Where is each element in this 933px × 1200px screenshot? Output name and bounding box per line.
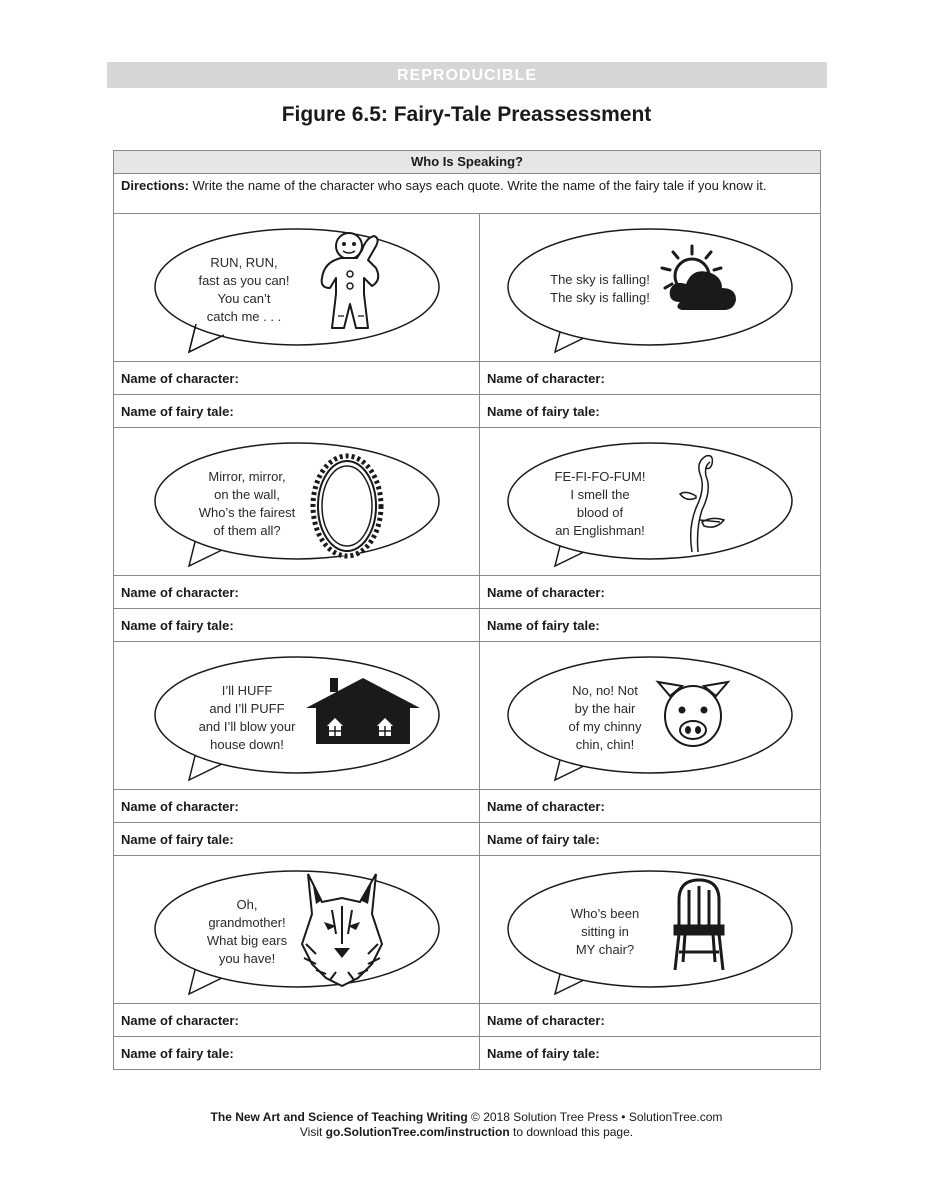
quote-text: No, no! Not by the hair of my chinny chin, chin! [568, 683, 642, 752]
name-of-fairy-tale-label: Name of fairy tale: [114, 395, 480, 428]
download-link[interactable]: go.SolutionTree.com/instruction [325, 1125, 510, 1139]
name-of-character-label: Name of character: [114, 1004, 480, 1037]
reproducible-banner: REPRODUCIBLE [107, 62, 827, 88]
name-of-character-label: Name of character: [480, 576, 821, 609]
mirror-icon [313, 456, 381, 556]
name-of-character-label: Name of character: [114, 576, 480, 609]
figure-title: Figure 6.5: Fairy-Tale Preassessment [281, 103, 652, 126]
directions [114, 174, 821, 214]
visit-suffix: to download this page. [509, 1125, 634, 1139]
name-of-fairy-tale-label: Name of fairy tale: [480, 1037, 821, 1070]
directions-text: Write the name of the character who says each quote. Write the name of the fairy tale if you know it. [188, 178, 767, 193]
directions-label: Directions: [121, 178, 189, 193]
name-of-character-label: Name of character: [480, 362, 821, 395]
name-of-fairy-tale-label: Name of fairy tale: [114, 609, 480, 642]
quote-cell [114, 642, 480, 790]
quote-text: Mirror, mirror, on the wall, Who’s the fairest of them all? [198, 469, 296, 538]
footer-visit-line [0, 1125, 933, 1140]
quote-text: RUN, RUN, fast as you can! You can’t catch me . . . [198, 255, 290, 324]
name-of-fairy-tale-label: Name of fairy tale: [114, 1037, 480, 1070]
name-of-character-label: Name of character: [114, 362, 480, 395]
quote-cell [480, 428, 821, 576]
quote-cell [114, 214, 480, 362]
table-header: Who Is Speaking? [114, 151, 821, 174]
quote-cell [114, 856, 480, 1004]
quote-text: FE-FI-FO-FUM! I smell the blood of an Englishman! [554, 469, 646, 538]
quote-text: The sky is falling! The sky is falling! [550, 272, 650, 305]
quote-cell [480, 642, 821, 790]
quote-text: Who’s been sitting in MY chair? [570, 906, 640, 957]
quote-text: Oh, grandmother! What big ears you have! [206, 897, 288, 966]
preassessment-table [113, 150, 821, 1070]
page-footer [0, 1110, 933, 1140]
name-of-fairy-tale-label: Name of fairy tale: [114, 823, 480, 856]
quote-cell [114, 428, 480, 576]
name-of-character-label: Name of character: [480, 790, 821, 823]
quote-cell [480, 856, 821, 1004]
book-title: The New Art and Science of Teaching Writing [210, 1110, 468, 1124]
name-of-fairy-tale-label: Name of fairy tale: [480, 395, 821, 428]
name-of-fairy-tale-label: Name of fairy tale: [480, 823, 821, 856]
footer-copyright-line [0, 1110, 933, 1125]
copyright-text: © 2018 Solution Tree Press • SolutionTree.com [467, 1110, 723, 1124]
name-of-fairy-tale-label: Name of fairy tale: [480, 609, 821, 642]
name-of-character-label: Name of character: [480, 1004, 821, 1037]
visit-prefix: Visit [299, 1125, 326, 1139]
name-of-character-label: Name of character: [114, 790, 480, 823]
quote-cell [480, 214, 821, 362]
quote-text: I’ll HUFF and I’ll PUFF and I’ll blow your house down! [198, 683, 296, 752]
